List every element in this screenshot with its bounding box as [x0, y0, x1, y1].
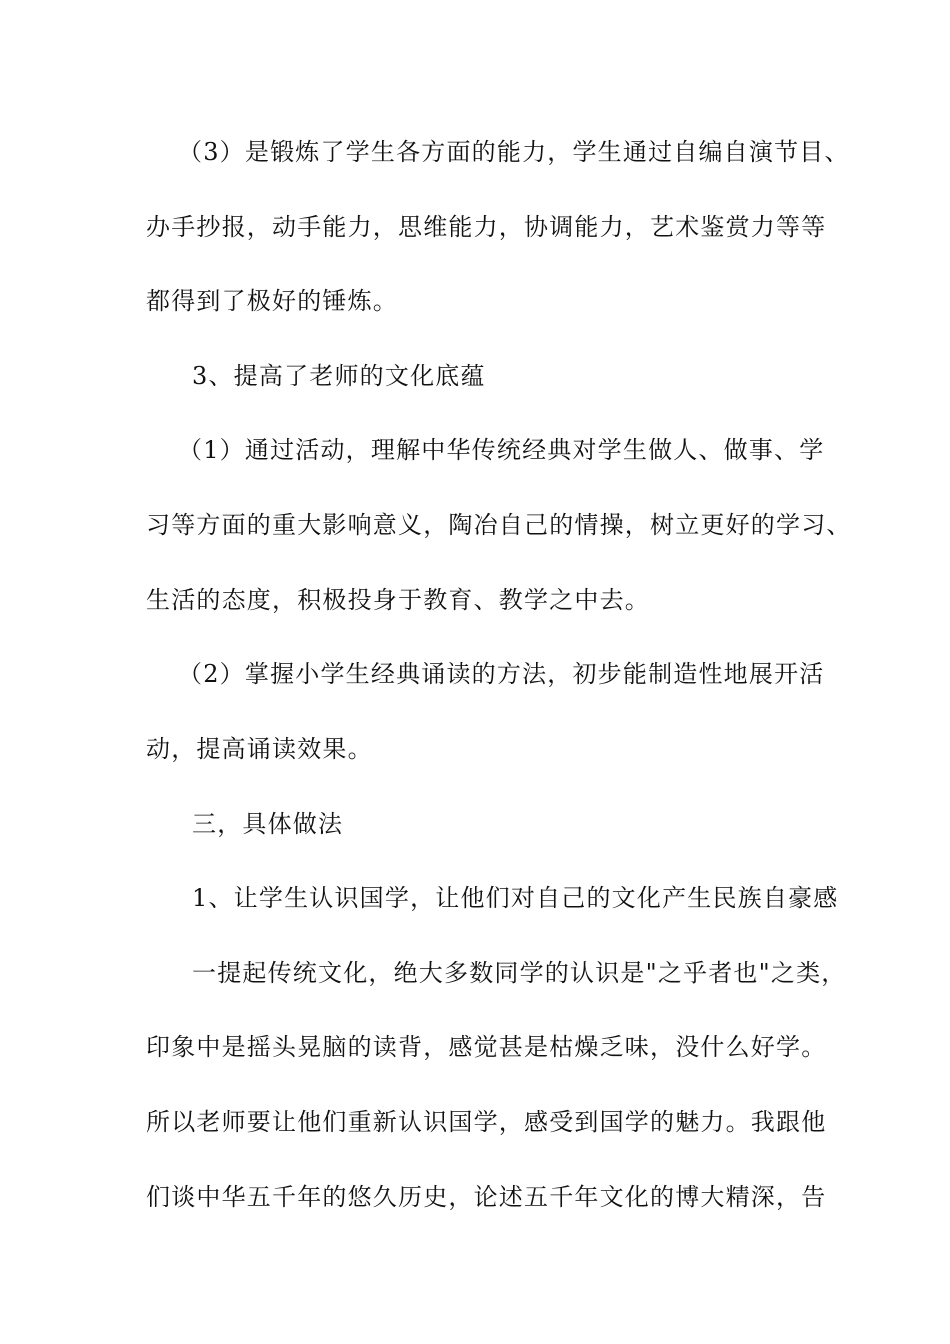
paragraph-line: 印象中是摇头晃脑的读背，感觉甚是枯燥乏味，没什么好学。 — [146, 1033, 827, 1061]
paragraph-line: （2）掌握小学生经典诵读的方法，初步能制造性地展开活 — [178, 660, 825, 688]
paragraph-line: 们谈中华五千年的悠久历史，论述五千年文化的博大精深，告 — [146, 1183, 827, 1211]
paragraph-line: 都得到了极好的锤炼。 — [146, 287, 398, 315]
paragraph-line: 生活的态度，积极投身于教育、教学之中去。 — [146, 586, 650, 614]
section-heading: 三，具体做法 — [192, 810, 344, 838]
paragraph-line: （1）通过活动，理解中华传统经典对学生做人、做事、学 — [178, 436, 825, 464]
subsection-heading: 1、让学生认识国学，让他们对自己的文化产生民族自豪感 — [192, 884, 839, 912]
paragraph-line: 动，提高诵读效果。 — [146, 735, 373, 763]
paragraph-line: （3）是锻炼了学生各方面的能力，学生通过自编自演节目、 — [178, 138, 850, 166]
paragraph-line: 所以老师要让他们重新认识国学，感受到国学的魅力。我跟他 — [146, 1108, 827, 1136]
paragraph-line: 一提起传统文化，绝大多数同学的认识是"之乎者也"之类， — [192, 959, 847, 987]
paragraph-line: 办手抄报，动手能力，思维能力，协调能力，艺术鉴赏力等等 — [146, 213, 827, 241]
paragraph-line: 习等方面的重大影响意义，陶冶自己的情操，树立更好的学习、 — [146, 511, 852, 539]
section-heading: 3、提高了老师的文化底蕴 — [192, 362, 486, 390]
